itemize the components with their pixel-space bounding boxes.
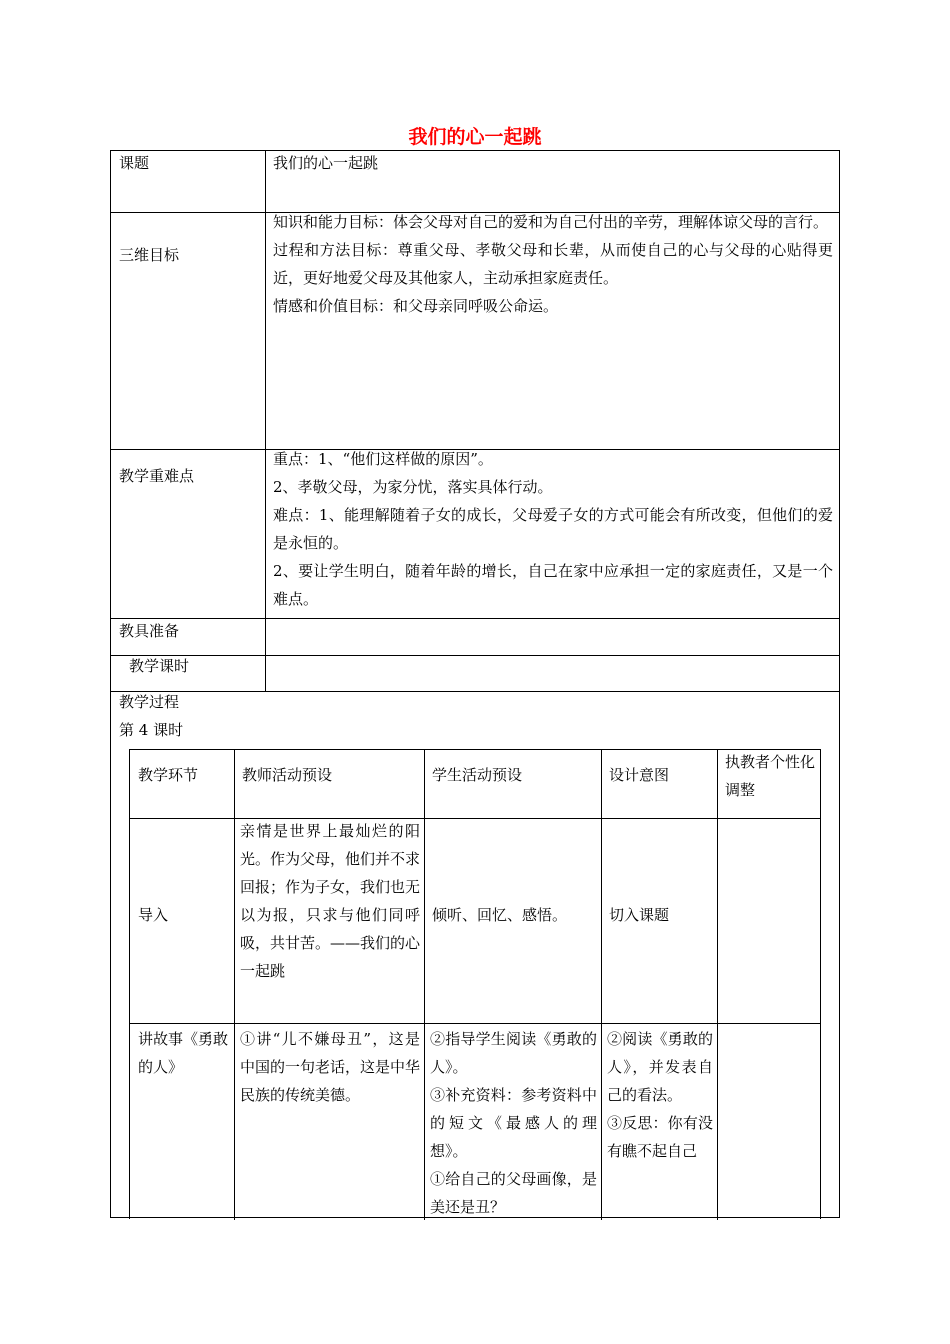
tools-label: 教具准备 — [119, 622, 180, 640]
goal-emotion: 情感和价值目标：和父母亲同呼吸公命运。 — [273, 297, 559, 315]
lesson-number: 第 4 课时 — [119, 721, 184, 739]
key-content — [273, 445, 833, 613]
hours-label: 教学课时 — [129, 657, 190, 675]
key-point-2: 2、孝敬父母，为家分忧，落实具体行动。 — [273, 478, 553, 496]
stage-intro: 导入 — [138, 906, 169, 924]
intent-story-item: ③反思：你有没有瞧不起自己 — [607, 1114, 713, 1160]
teacher-story: ①讲“儿不嫌母丑”，这是中国的一句老话，这是中华民族的传统美德。 — [240, 1030, 421, 1104]
key-point-1: 重点：1、“他们这样做的原因”。 — [273, 450, 493, 468]
header-adjust: 执教者个性化调整 — [725, 753, 816, 799]
header-intent: 设计意图 — [609, 766, 670, 784]
header-teacher: 教师活动预设 — [242, 766, 333, 784]
student-intro: 倾听、回忆、感悟。 — [432, 906, 568, 924]
intent-story-item: ②阅读《勇敢的人》，并发表自己的看法。 — [607, 1030, 713, 1104]
student-story — [430, 1025, 597, 1221]
page-title: 我们的心一起跳 — [408, 126, 542, 148]
row-divider — [111, 655, 839, 656]
row-divider — [111, 618, 839, 619]
student-story-item: ①给自己的父母画像，是美还是丑？ — [430, 1170, 597, 1216]
process-table — [129, 749, 821, 1219]
inner-column-divider — [424, 750, 425, 1220]
goal-process: 过程和方法目标：尊重父母、孝敬父母和长辈，从而使自己的心与父母的心贴得更近，更好地爱父母及其他家人，主动承担家庭责任。 — [273, 241, 833, 287]
header-student: 学生活动预设 — [432, 766, 523, 784]
student-story-item: ②指导学生阅读《勇敢的人》。 — [430, 1030, 597, 1076]
stage-story: 讲故事《勇敢的人》 — [138, 1030, 229, 1076]
row-divider — [111, 691, 839, 692]
lesson-plan-table — [110, 150, 840, 1218]
student-story-item: ③补充资料：参考资料中的短文《最感人的理想》。 — [430, 1086, 597, 1160]
column-divider — [265, 151, 266, 691]
inner-column-divider — [601, 750, 602, 1220]
teacher-intro: 亲情是世界上最灿烂的阳光。作为父母，他们并不求回报；作为子女，我们也无以为报，只求与他们同呼吸，共甘苦。——我们的心一起跳 — [240, 822, 421, 980]
intent-story — [607, 1025, 713, 1165]
topic-value — [273, 149, 833, 177]
topic-text: 我们的心一起跳 — [273, 154, 379, 172]
goals-label: 三维目标 — [119, 246, 180, 264]
difficulty-1: 难点：1、能理解随着子女的成长，父母爱子女的方式可能会有所改变，但他们的爱是永恒的。 — [273, 506, 833, 552]
header-stage: 教学环节 — [138, 766, 199, 784]
goal-knowledge: 知识和能力目标：体会父母对自己的爱和为自己付出的辛劳，理解体谅父母的言行。 — [273, 213, 829, 231]
process-label: 教学过程 — [119, 693, 180, 711]
intent-intro: 切入课题 — [609, 906, 670, 924]
difficulty-2: 2、要让学生明白，随着年龄的增长，自己在家中应承担一定的家庭责任，又是一个难点。 — [273, 562, 833, 608]
topic-label: 课题 — [119, 154, 150, 172]
goals-content — [273, 208, 833, 320]
inner-column-divider — [717, 750, 718, 1220]
key-label: 教学重难点 — [119, 467, 195, 485]
inner-column-divider — [234, 750, 235, 1220]
